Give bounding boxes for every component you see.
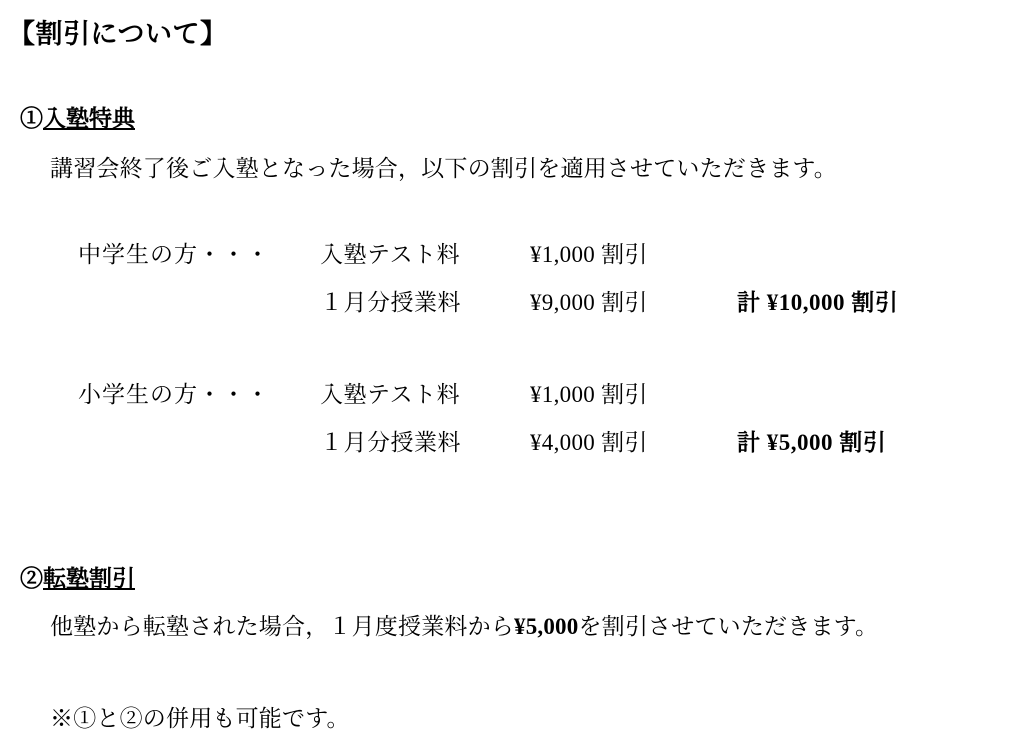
page-title: 【割引について】 xyxy=(8,19,228,49)
section-1-lead-text: 講習会終了後ご入塾となった場合，以下の割引を適用させていただきます。 xyxy=(50,156,837,181)
discount-block-elementary xyxy=(78,376,886,472)
table-row xyxy=(78,376,886,424)
section-2-lead-text xyxy=(50,608,878,641)
discount-amount-value: ¥9,000 割引 xyxy=(530,290,648,315)
discount-amount-value: ¥4,000 割引 xyxy=(530,430,648,455)
section-2-lead-prefix: 他塾から転塾された場合，１月度授業料から xyxy=(50,614,514,639)
discount-total-value: 計 ¥5,000 割引 xyxy=(737,430,887,455)
discount-amount-value: ¥1,000 割引 xyxy=(530,242,648,267)
section-2-lead-suffix: を割引させていただきます。 xyxy=(578,614,879,639)
discount-target-label: 中学生の方・・・ xyxy=(78,242,270,267)
table-row xyxy=(78,284,898,332)
section-2-lead-amount: ¥5,000 xyxy=(514,614,579,639)
discount-total-value: 計 ¥10,000 割引 xyxy=(737,290,899,315)
section-heading-2 xyxy=(20,560,135,593)
discount-item-label: １月分授業料 xyxy=(320,290,461,315)
discount-item-label: 入塾テスト料 xyxy=(320,242,461,267)
section-title-1: 入塾特典 xyxy=(43,106,135,131)
discount-item-label: １月分授業料 xyxy=(320,430,461,455)
table-row xyxy=(78,236,898,284)
discount-target-label: 小学生の方・・・ xyxy=(78,382,270,407)
discount-amount-value: ¥1,000 割引 xyxy=(530,382,648,407)
section-title-2: 転塾割引 xyxy=(43,566,135,591)
discount-block-junior-high xyxy=(78,236,898,332)
combination-note: ※①と②の併用も可能です。 xyxy=(50,706,350,731)
section-heading-1 xyxy=(20,100,135,133)
table-row xyxy=(78,424,886,472)
section-number-1: ① xyxy=(20,106,43,131)
section-number-2: ② xyxy=(20,566,43,591)
discount-item-label: 入塾テスト料 xyxy=(320,382,461,407)
